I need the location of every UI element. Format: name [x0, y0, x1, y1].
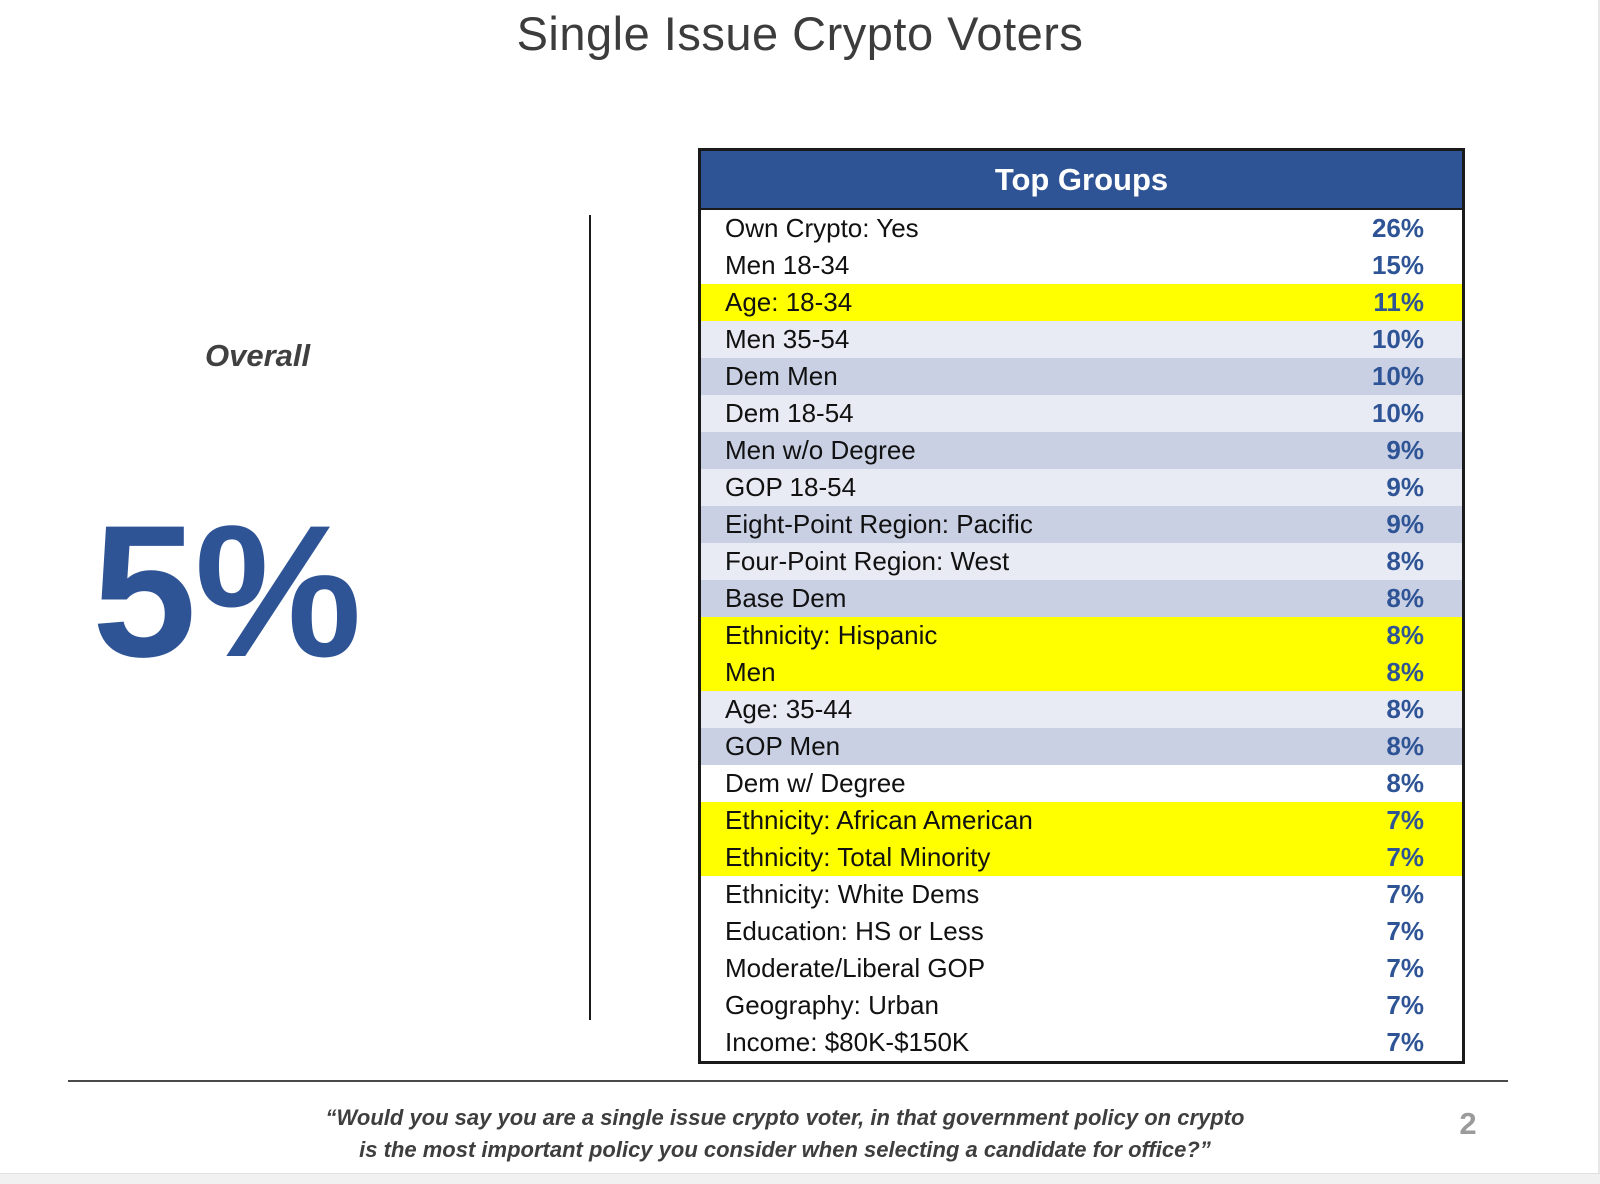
slide-title: Single Issue Crypto Voters [516, 7, 1084, 60]
group-label: Dem 18-54 [725, 398, 854, 428]
table-row [701, 543, 1462, 580]
group-value: 26% [1371, 213, 1424, 243]
group-label: Eight-Point Region: Pacific [725, 509, 1033, 539]
group-label: Education: HS or Less [725, 916, 984, 946]
table-row [701, 617, 1462, 654]
group-label: Men 18-34 [725, 250, 850, 280]
overall-label: Overall [205, 338, 311, 373]
horizontal-divider [68, 1080, 1508, 1082]
table-row [701, 432, 1462, 469]
table-row [701, 950, 1462, 987]
overall-percentage: 5% [92, 486, 360, 696]
table-row [701, 765, 1462, 802]
group-value: 10% [1371, 361, 1424, 391]
group-value: 7% [1386, 842, 1424, 872]
table-row [701, 876, 1462, 913]
group-label: Age: 35-44 [725, 694, 853, 724]
group-value: 9% [1386, 472, 1424, 502]
group-value: 8% [1386, 657, 1424, 687]
table-row [701, 1024, 1462, 1061]
table-row [701, 469, 1462, 506]
group-label: GOP 18-54 [725, 472, 857, 502]
table-row [701, 654, 1462, 691]
table-row [701, 728, 1462, 765]
table-row [701, 506, 1462, 543]
group-label: Men w/o Degree [725, 435, 916, 465]
top-groups-table [698, 148, 1465, 1064]
group-value: 8% [1386, 583, 1424, 613]
group-label: Ethnicity: Hispanic [725, 620, 938, 650]
group-label: Men [725, 657, 776, 687]
group-value: 10% [1371, 324, 1424, 354]
group-value: 11% [1373, 287, 1424, 317]
group-label: Base Dem [725, 583, 847, 613]
table-row [701, 284, 1462, 321]
top-groups-rows [701, 210, 1462, 1061]
group-value: 8% [1386, 731, 1424, 761]
group-value: 7% [1386, 805, 1424, 835]
group-label: Ethnicity: White Dems [725, 879, 980, 909]
group-value: 9% [1386, 509, 1424, 539]
bottom-strip [0, 1173, 1600, 1184]
group-label: Moderate/Liberal GOP [725, 953, 986, 983]
group-label: Age: 18-34 [725, 287, 853, 317]
group-label: Geography: Urban [725, 990, 939, 1020]
footnote-line-2: is the most important policy you consider when selecting a candidate for office?” [359, 1136, 1211, 1162]
table-row [701, 987, 1462, 1024]
group-value: 7% [1386, 916, 1424, 946]
group-value: 7% [1386, 990, 1424, 1020]
group-label: Own Crypto: Yes [725, 213, 919, 243]
group-value: 7% [1386, 879, 1424, 909]
group-value: 15% [1371, 250, 1424, 280]
group-value: 7% [1386, 953, 1424, 983]
group-value: 10% [1371, 398, 1424, 428]
group-value: 8% [1386, 546, 1424, 576]
page-number: 2 [1459, 1106, 1477, 1141]
table-row [701, 580, 1462, 617]
group-label: Dem w/ Degree [725, 768, 906, 798]
group-label: Four-Point Region: West [725, 546, 1010, 576]
table-row [701, 210, 1462, 247]
group-value: 8% [1386, 620, 1424, 650]
group-value: 7% [1386, 1027, 1424, 1057]
table-row [701, 247, 1462, 284]
survey-question-footnote [0, 1102, 1570, 1166]
table-row [701, 913, 1462, 950]
group-value: 9% [1386, 435, 1424, 465]
table-row [701, 395, 1462, 432]
group-value: 8% [1386, 694, 1424, 724]
table-row [701, 321, 1462, 358]
group-value: 8% [1386, 768, 1424, 798]
group-label: GOP Men [725, 731, 841, 761]
table-row [701, 802, 1462, 839]
group-label: Ethnicity: Total Minority [725, 842, 991, 872]
group-label: Men 35-54 [725, 324, 850, 354]
table-header: Top Groups [701, 151, 1462, 210]
table-row [701, 839, 1462, 876]
table-row [701, 358, 1462, 395]
group-label: Dem Men [725, 361, 838, 391]
vertical-divider [589, 215, 591, 1020]
group-label: Ethnicity: African American [725, 805, 1033, 835]
footnote-line-1: “Would you say you are a single issue crypto voter, in that government policy on crypto [325, 1105, 1245, 1130]
group-label: Income: $80K-$150K [725, 1027, 970, 1057]
table-row [701, 691, 1462, 728]
